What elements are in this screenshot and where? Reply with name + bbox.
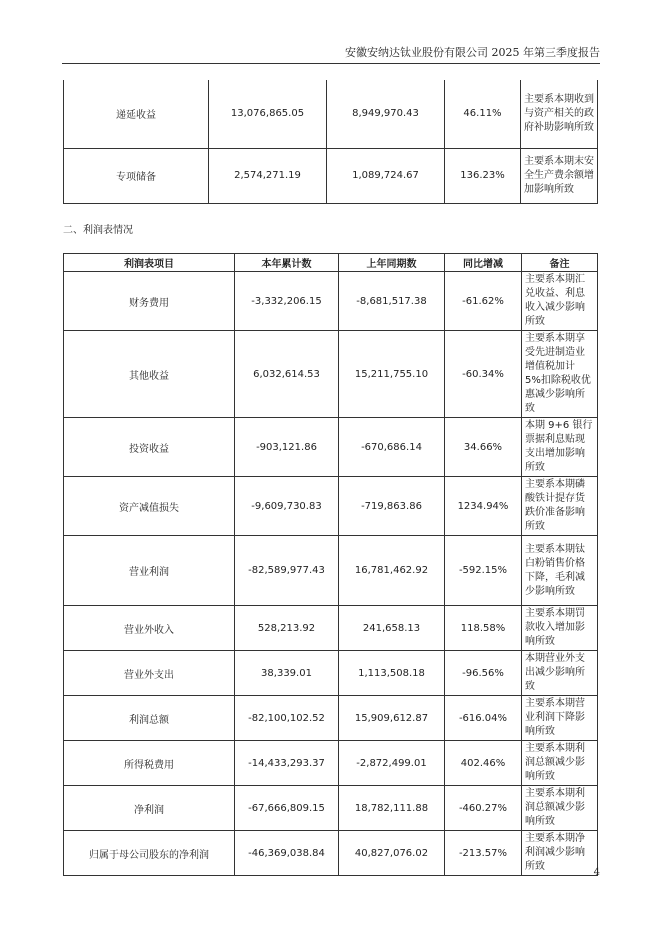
row-current: 38,339.01	[235, 651, 339, 696]
row-previous: 16,781,462.92	[339, 536, 445, 606]
row-item: 递延收益	[64, 80, 209, 148]
page-header	[62, 44, 600, 64]
row-current: 2,574,271.19	[209, 148, 327, 203]
row-previous: 1,113,508.18	[339, 651, 445, 696]
row-previous: 18,782,111.88	[339, 786, 445, 831]
row-previous: 15,909,612.87	[339, 696, 445, 741]
header-current: 本年累计数	[235, 254, 339, 272]
row-item: 营业利润	[64, 536, 235, 606]
row-previous: 15,211,755.10	[339, 331, 445, 418]
table-header-row	[64, 254, 598, 272]
row-note: 主要系本期享受先进制造业增值税加计 5%扣除税收优惠减少影响所致	[522, 331, 598, 418]
row-item: 净利润	[64, 786, 235, 831]
row-item: 所得税费用	[64, 741, 235, 786]
row-change: -213.57%	[445, 831, 522, 876]
page-number: 4	[593, 867, 600, 878]
row-previous: 40,827,076.02	[339, 831, 445, 876]
row-previous: -719,863.86	[339, 477, 445, 536]
header-note: 备注	[522, 254, 598, 272]
row-current: 13,076,865.05	[209, 80, 327, 148]
row-change: 34.66%	[445, 418, 522, 477]
table-row	[64, 741, 598, 786]
table-row	[64, 536, 598, 606]
row-previous: 1,089,724.67	[327, 148, 445, 203]
row-previous: 8,949,970.43	[327, 80, 445, 148]
table-row	[64, 477, 598, 536]
row-change: -592.15%	[445, 536, 522, 606]
row-item: 营业外支出	[64, 651, 235, 696]
header-change: 同比增减	[445, 254, 522, 272]
row-item: 利润总额	[64, 696, 235, 741]
row-change: 46.11%	[445, 80, 521, 148]
row-item: 资产减值损失	[64, 477, 235, 536]
row-current: -14,433,293.37	[235, 741, 339, 786]
table-row	[64, 651, 598, 696]
row-current: 6,032,614.53	[235, 331, 339, 418]
balance-sheet-table	[63, 80, 598, 204]
row-note: 主要系本期利润总额减少影响所致	[522, 786, 598, 831]
row-item: 归属于母公司股东的净利润	[64, 831, 235, 876]
row-previous: -8,681,517.38	[339, 272, 445, 331]
row-note: 主要系本期磷酸铁计提存货跌价准备影响所致	[522, 477, 598, 536]
row-current: -903,121.86	[235, 418, 339, 477]
row-note: 主要系本期末安全生产费余额增加影响所致	[521, 148, 598, 203]
header-item: 利润表项目	[64, 254, 235, 272]
row-current: 528,213.92	[235, 606, 339, 651]
row-previous: -670,686.14	[339, 418, 445, 477]
row-current: -3,332,206.15	[235, 272, 339, 331]
row-current: -82,100,102.52	[235, 696, 339, 741]
row-current: -82,589,977.43	[235, 536, 339, 606]
row-note: 主要系本期利润总额减少影响所致	[522, 741, 598, 786]
table-row	[64, 696, 598, 741]
row-note: 主要系本期收到与资产相关的政府补助影响所致	[521, 80, 598, 148]
row-current: -9,609,730.83	[235, 477, 339, 536]
table-row	[64, 80, 598, 148]
row-change: -460.27%	[445, 786, 522, 831]
row-change: -61.62%	[445, 272, 522, 331]
row-change: -96.56%	[445, 651, 522, 696]
income-statement-table	[63, 253, 598, 876]
row-note: 主要系本期汇兑收益、利息收入减少影响所致	[522, 272, 598, 331]
row-previous: -2,872,499.01	[339, 741, 445, 786]
row-item: 专项储备	[64, 148, 209, 203]
table-row	[64, 148, 598, 203]
table-row	[64, 331, 598, 418]
table-row	[64, 418, 598, 477]
row-change: 118.58%	[445, 606, 522, 651]
row-item: 营业外收入	[64, 606, 235, 651]
table-row	[64, 606, 598, 651]
row-note: 本期营业外支出减少影响所致	[522, 651, 598, 696]
table-row	[64, 786, 598, 831]
row-item: 其他收益	[64, 331, 235, 418]
row-note: 主要系本期罚款收入增加影响所致	[522, 606, 598, 651]
row-change: 136.23%	[445, 148, 521, 203]
row-note: 本期 9+6 银行票据利息贴现支出增加影响所致	[522, 418, 598, 477]
row-item: 财务费用	[64, 272, 235, 331]
row-change: -616.04%	[445, 696, 522, 741]
row-current: -67,666,809.15	[235, 786, 339, 831]
row-item: 投资收益	[64, 418, 235, 477]
report-title: 安徽安纳达钛业股份有限公司 2025 年第三季度报告	[345, 46, 600, 59]
row-change: -60.34%	[445, 331, 522, 418]
row-change: 402.46%	[445, 741, 522, 786]
row-change: 1234.94%	[445, 477, 522, 536]
section-title: 二、利润表情况	[63, 225, 133, 236]
row-note: 主要系本期营业利润下降影响所致	[522, 696, 598, 741]
header-previous: 上年同期数	[339, 254, 445, 272]
row-previous: 241,658.13	[339, 606, 445, 651]
table-row	[64, 831, 598, 876]
row-note: 主要系本期净利润减少影响所致	[522, 831, 598, 876]
row-current: -46,369,038.84	[235, 831, 339, 876]
table-row	[64, 272, 598, 331]
row-note: 主要系本期钛白粉销售价格下降，毛利减少影响所致	[522, 536, 598, 606]
